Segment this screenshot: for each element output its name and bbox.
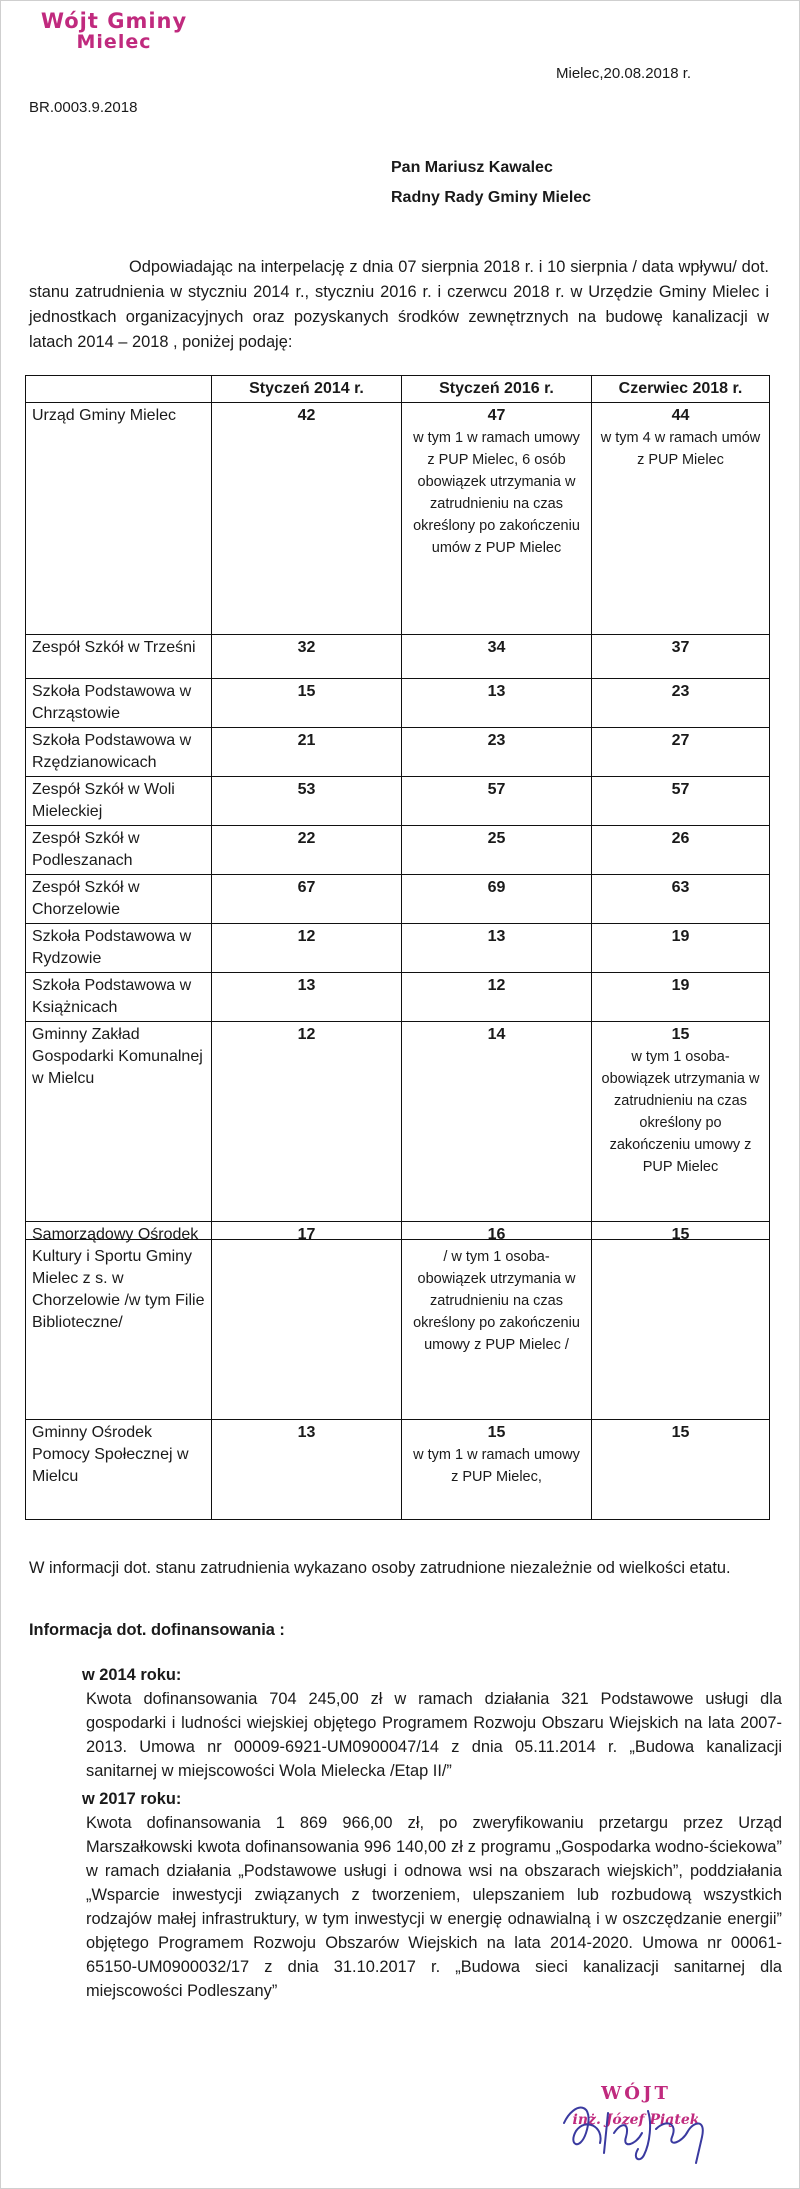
cell-2018 bbox=[592, 973, 770, 1022]
cell-2016 bbox=[402, 728, 592, 777]
funding-2017-text: Kwota dofinansowania 1 869 966,00 zł, po zweryfikowaniu przetargu przez Urząd Marszałkowski kwota dofinansowania 996 140,00 zł z programu „Gospodarka wodno-ściekowa” w ramach działania „Podstawowe usługi i odnowa wsi na obszarach wiejskich”, poddziałania „Wsparcie inwestycji związanych z tworzeniem, ulepszaniem lub rozbudową wszystkich rodzajów małej infrastruktury, w tym inwestycji w energię odnawialną i w oszczędzanie energii” objętego Programem Rozwoju Obszarów Wiejskich na lata 2014-2020. Umowa nr 00061-65150-UM0900032/17 z dnia 31.10.2017 r. „Budowa sieci kanalizacji sanitarnej dla miejscowości Podleszany” bbox=[86, 1814, 782, 2000]
employee-count: 53 bbox=[297, 781, 316, 798]
employee-count: 44 bbox=[671, 407, 690, 424]
employee-count: 17 bbox=[297, 1226, 316, 1243]
employee-count: 12 bbox=[297, 928, 316, 945]
cell-2016 bbox=[402, 875, 592, 924]
funding-2017-label: w 2017 roku: bbox=[82, 1790, 182, 1808]
stamp-line-2: Mielec bbox=[76, 31, 152, 53]
addressee-title: Radny Rady Gminy Mielec bbox=[391, 189, 592, 206]
employee-count: 13 bbox=[487, 928, 506, 945]
table-header-row bbox=[26, 376, 770, 403]
employee-count: 21 bbox=[297, 732, 316, 749]
table-row bbox=[26, 1222, 770, 1420]
funding-title: Informacja dot. dofinansowania : bbox=[29, 1621, 285, 1639]
cell-2018 bbox=[592, 1022, 770, 1240]
employee-count: 22 bbox=[297, 830, 316, 847]
employment-table bbox=[25, 375, 770, 1240]
cell-2014 bbox=[212, 1022, 402, 1240]
count-note: w tym 1 w ramach umowy z PUP Mielec, bbox=[413, 1447, 580, 1485]
cell-2018 bbox=[592, 777, 770, 826]
cell-2018 bbox=[592, 826, 770, 875]
table-body-part2 bbox=[26, 1222, 770, 1520]
funding-2017 bbox=[82, 1787, 782, 2003]
cell-2018 bbox=[592, 875, 770, 924]
cell-2018 bbox=[592, 924, 770, 973]
employee-count: 57 bbox=[487, 781, 506, 798]
employee-count: 19 bbox=[671, 928, 690, 945]
header-2014: Styczeń 2014 r. bbox=[212, 376, 402, 403]
employee-count: 15 bbox=[671, 1226, 690, 1243]
cell-2016 bbox=[402, 679, 592, 728]
addressee-name: Pan Mariusz Kawalec bbox=[391, 159, 553, 176]
handwritten-signature bbox=[556, 2093, 726, 2173]
table-row bbox=[26, 679, 770, 728]
unit-name: Zespół Szkół w Chorzelowie bbox=[26, 875, 212, 924]
cell-2016 bbox=[402, 826, 592, 875]
employee-count: 15 bbox=[297, 683, 316, 700]
header-unit bbox=[26, 376, 212, 403]
employee-count: 23 bbox=[671, 683, 690, 700]
employee-count: 13 bbox=[297, 977, 316, 994]
mayor-stamp-name: inż. Józef Piątek bbox=[572, 2112, 700, 2128]
cell-2016 bbox=[402, 403, 592, 635]
unit-name: Urząd Gminy Mielec bbox=[26, 403, 212, 635]
employee-count: 15 bbox=[671, 1424, 690, 1441]
table-row bbox=[26, 777, 770, 826]
employee-count: 15 bbox=[671, 1026, 690, 1043]
table-row bbox=[26, 1022, 770, 1240]
employee-count: 32 bbox=[297, 639, 316, 656]
cell-2014 bbox=[212, 826, 402, 875]
count-note: w tym 1 osoba- obowiązek utrzymania w zatrudnieniu na czas określony po zakończeniu umowy z PUP Mielec bbox=[601, 1049, 760, 1175]
employee-count: 25 bbox=[487, 830, 506, 847]
cell-2014 bbox=[212, 728, 402, 777]
cell-2018 bbox=[592, 403, 770, 635]
unit-name: Szkoła Podstawowa w Rzędzianowicach bbox=[26, 728, 212, 777]
cell-2014 bbox=[212, 924, 402, 973]
office-stamp bbox=[29, 9, 199, 53]
table-row bbox=[26, 728, 770, 777]
cell-2018 bbox=[592, 635, 770, 679]
unit-name: Szkoła Podstawowa w Chrząstowie bbox=[26, 679, 212, 728]
cell-2018 bbox=[592, 1420, 770, 1520]
employee-count: 15 bbox=[487, 1424, 506, 1441]
place-date: Mielec,20.08.2018 r. bbox=[556, 65, 692, 82]
employee-count: 69 bbox=[487, 879, 506, 896]
unit-name: Szkoła Podstawowa w Książnicach bbox=[26, 973, 212, 1022]
table-row bbox=[26, 924, 770, 973]
cell-2014 bbox=[212, 635, 402, 679]
mayor-stamp-title: WÓJT bbox=[601, 2083, 671, 2104]
employee-count: 42 bbox=[297, 407, 316, 424]
header-2016: Styczeń 2016 r. bbox=[402, 376, 592, 403]
employee-count: 13 bbox=[297, 1424, 316, 1441]
employee-count: 37 bbox=[671, 639, 690, 656]
funding-2014-label: w 2014 roku: bbox=[82, 1666, 182, 1684]
unit-name: Zespół Szkół w Trześni bbox=[26, 635, 212, 679]
table-row bbox=[26, 1420, 770, 1520]
table-row bbox=[26, 635, 770, 679]
table-body-part1 bbox=[26, 403, 770, 1240]
header-2018: Czerwiec 2018 r. bbox=[592, 376, 770, 403]
cell-2016 bbox=[402, 777, 592, 826]
employee-count: 12 bbox=[487, 977, 506, 994]
cell-2018 bbox=[592, 679, 770, 728]
cell-2014 bbox=[212, 679, 402, 728]
cell-2018 bbox=[592, 728, 770, 777]
cell-2014 bbox=[212, 777, 402, 826]
table-row bbox=[26, 875, 770, 924]
cell-2016 bbox=[402, 1022, 592, 1240]
employee-count: 47 bbox=[487, 407, 506, 424]
cell-2014 bbox=[212, 1420, 402, 1520]
employment-table-continued bbox=[25, 1221, 770, 1520]
employee-count: 12 bbox=[297, 1026, 316, 1043]
employment-note: W informacji dot. stanu zatrudnienia wykazano osoby zatrudnione niezależnie od wielkości etatu. bbox=[29, 1559, 731, 1577]
cell-2014 bbox=[212, 875, 402, 924]
addressee bbox=[391, 153, 591, 213]
table-row bbox=[26, 973, 770, 1022]
cell-2016 bbox=[402, 1222, 592, 1420]
employee-count: 34 bbox=[487, 639, 506, 656]
employee-count: 57 bbox=[671, 781, 690, 798]
cell-2016 bbox=[402, 973, 592, 1022]
unit-name: Samorządowy Ośrodek Kultury i Sportu Gminy Mielec z s. w Chorzelowie /w tym Filie Biblioteczne/ bbox=[26, 1222, 212, 1420]
employee-count: 26 bbox=[671, 830, 690, 847]
employee-count: 19 bbox=[671, 977, 690, 994]
count-note: / w tym 1 osoba- obowiązek utrzymania w zatrudnieniu na czas określony po zakończeniu umowy z PUP Mielec / bbox=[413, 1249, 580, 1353]
unit-name: Gminny Ośrodek Pomocy Społecznej w Mielcu bbox=[26, 1420, 212, 1520]
employee-count: 63 bbox=[671, 879, 690, 896]
employee-count: 14 bbox=[487, 1026, 506, 1043]
unit-name: Zespół Szkół w Podleszanach bbox=[26, 826, 212, 875]
table-row bbox=[26, 403, 770, 635]
employee-count: 13 bbox=[487, 683, 506, 700]
cell-2018 bbox=[592, 1222, 770, 1420]
employee-count: 16 bbox=[487, 1226, 506, 1243]
cell-2014 bbox=[212, 973, 402, 1022]
cell-2016 bbox=[402, 635, 592, 679]
table-row bbox=[26, 826, 770, 875]
cell-2014 bbox=[212, 403, 402, 635]
unit-name: Zespół Szkół w Woli Mieleckiej bbox=[26, 777, 212, 826]
employee-count: 27 bbox=[671, 732, 690, 749]
employee-count: 23 bbox=[487, 732, 506, 749]
employee-count: 67 bbox=[297, 879, 316, 896]
cell-2016 bbox=[402, 1420, 592, 1520]
cell-2016 bbox=[402, 924, 592, 973]
count-note: w tym 4 w ramach umów z PUP Mielec bbox=[600, 430, 761, 468]
count-note: w tym 1 w ramach umowy z PUP Mielec, 6 osób obowiązek utrzymania w zatrudnieniu na czas określony po zakończeniu umów z PUP Mielec bbox=[413, 430, 580, 556]
intro-text: Odpowiadając na interpelację z dnia 07 sierpnia 2018 r. i 10 sierpnia / data wpływu/ dot. stanu zatrudnienia w styczniu 2014 r., styczniu 2016 r. i czerwcu 2018 r. w Urzędzie Gminy Mielec i jednostkach organizacyjnych oraz pozyskanych środków zewnętrznych na budowę kanalizacji w latach 2014 – 2018 , poniżej podaję: bbox=[29, 258, 769, 351]
funding-2014 bbox=[82, 1663, 782, 1783]
unit-name: Gminny Zakład Gospodarki Komunalnej w Mielcu bbox=[26, 1022, 212, 1240]
stamp-line-1: Wójt Gminy bbox=[40, 9, 188, 33]
funding-2014-text: Kwota dofinansowania 704 245,00 zł w ramach działania 321 Podstawowe usługi dla gospodarki i ludności wiejskiej objętego Programem Rozwoju Obszaru Wiejskich na lata 2007-2013. Umowa nr 00009-6921-UM0900047/14 z dnia 05.11.2014 r. „Budowa kanalizacji sanitarnej w miejscowości Wola Mielecka /Etap II/” bbox=[86, 1690, 782, 1780]
intro-paragraph bbox=[29, 255, 769, 355]
cell-2014 bbox=[212, 1222, 402, 1420]
unit-name: Szkoła Podstawowa w Rydzowie bbox=[26, 924, 212, 973]
reference-number: BR.0003.9.2018 bbox=[29, 99, 138, 116]
